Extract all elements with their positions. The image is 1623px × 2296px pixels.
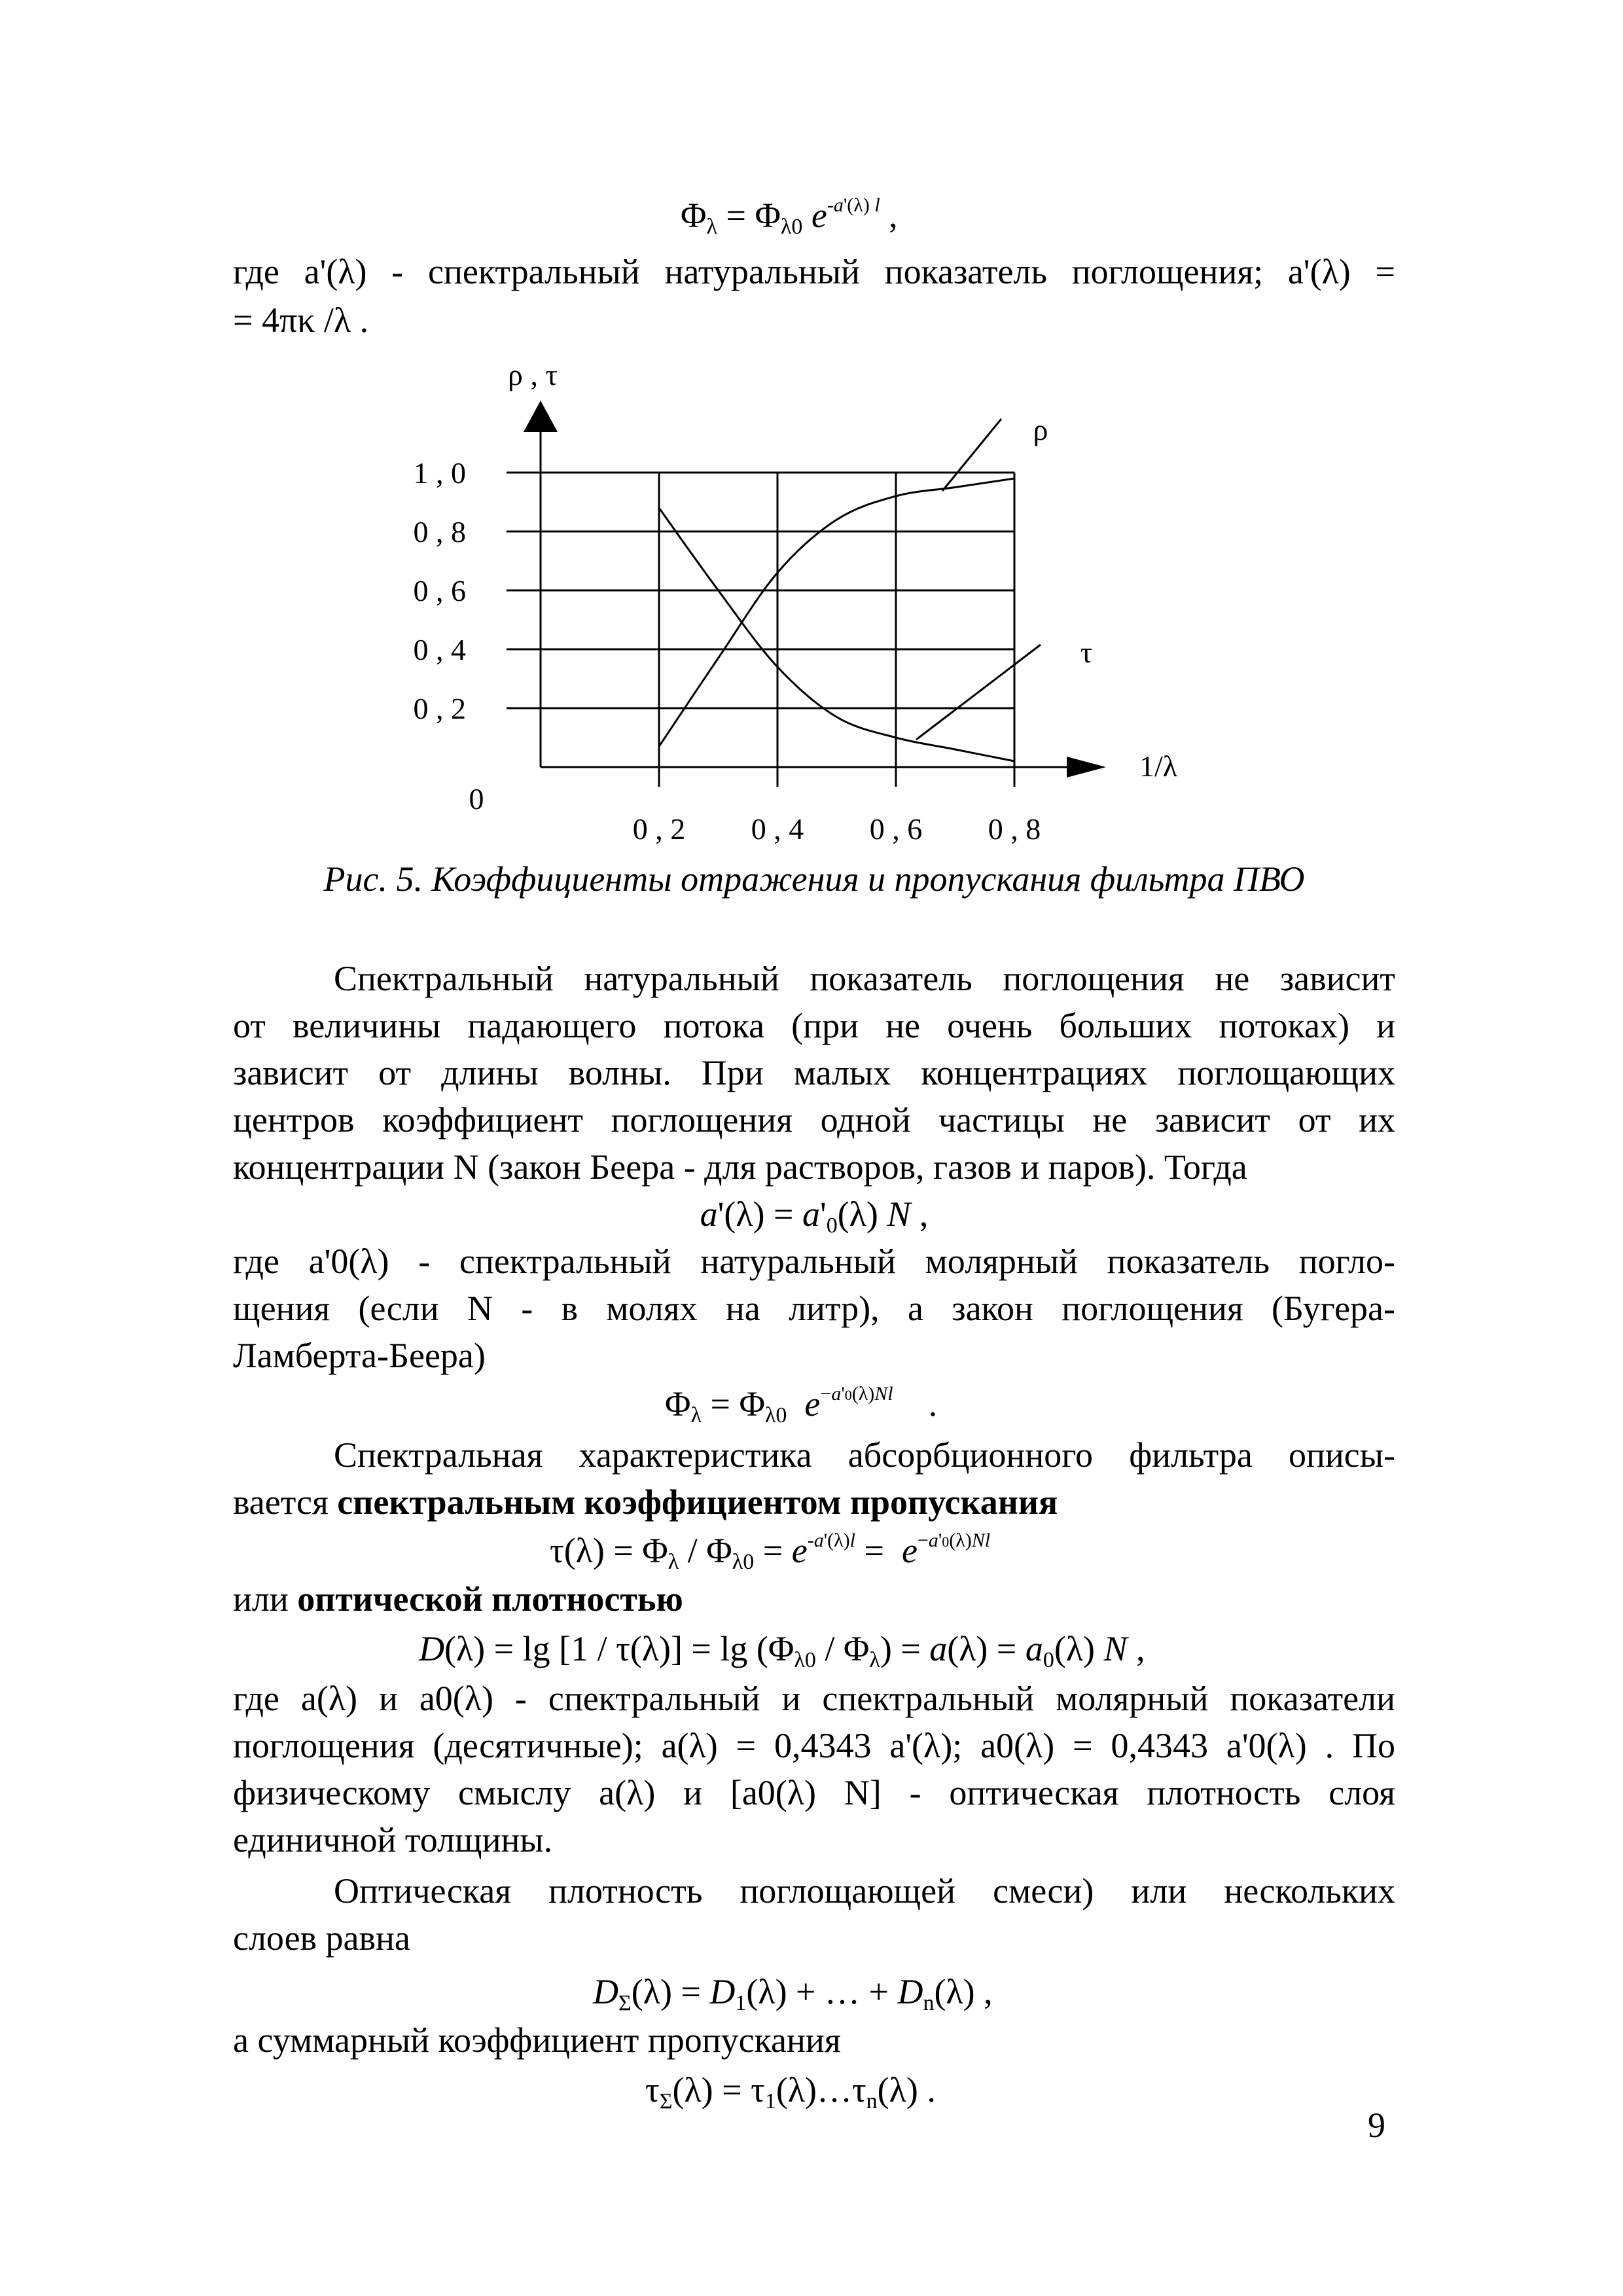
paragraph-line: концентрации N (закон Беера - для растворов, газов и паров). Тогда [233, 1147, 1247, 1187]
formula-density: $D(\lambda) = \lg [1 / \tau(\lambda)] = \lg (\Phi_{\lambda 0} / \Phi_\lambda) = a(\lambda) = a_0(\lambda)$ N , [419, 1629, 1145, 1672]
formula-beer: $a'(\lambda) = a'_0(\lambda)$ N , [700, 1194, 929, 1238]
y-tick-label: 0 , 8 [413, 515, 466, 548]
rho-label: ρ [1033, 413, 1048, 446]
bold-term: оптической плотностью [297, 1579, 683, 1619]
y-tick-label: 0 , 4 [413, 633, 466, 666]
text-line: где a'(λ) - спектральный натуральный показатель поглощения; a'(λ) = [233, 252, 1395, 291]
y-tick-label: 1 , 0 [413, 456, 466, 490]
paragraph-line: Ламберта-Беера) [233, 1336, 486, 1375]
paragraph-line: центров коэффициент поглощения одной частицы не зависит от их [233, 1100, 1395, 1139]
rho-leader-line [942, 419, 1001, 491]
paragraph-line: Спектральная характеристика абсорбционного фильтра описы- [334, 1435, 1395, 1475]
formula-flux: $\Phi_\lambda = \Phi_{\lambda 0}$ $e^{-a'(\lambda) l}$ , [681, 194, 898, 239]
paragraph-line: зависит от длины волны. При малых концентрациях поглощающих [233, 1053, 1395, 1092]
paragraph-line: единичной толщины. [233, 1820, 553, 1859]
bold-term: спектральным коэффициентом пропускания [337, 1482, 1058, 1522]
paragraph-line: слоев равна [233, 1918, 410, 1958]
text-span: вается [233, 1482, 338, 1522]
x-tick-label: 0 , 8 [988, 812, 1041, 846]
paragraph-line: щения (если N - в молях на литр), а закон поглощения (Бугера- [233, 1289, 1395, 1328]
paragraph-line: Оптическая плотность поглощающей смеси) или нескольких [334, 1871, 1395, 1910]
text-line: = 4πκ /λ . [233, 300, 369, 340]
y-tick-label: 0 , 6 [413, 574, 466, 607]
formula-sum-density: $D_\Sigma(\lambda) = D_1(\lambda)$ + … + $D_n(\lambda)$ , [593, 1972, 993, 2015]
x-tick-label: 0 , 6 [869, 812, 923, 846]
chart-grid [507, 473, 1014, 787]
paragraph-line: где a'0(λ) - спектральный натуральный молярный показатель погло- [233, 1242, 1395, 1281]
paragraph-line: где a(λ) и a0(λ) - спектральный и спектральный молярный показатели [233, 1679, 1395, 1718]
formula-sum-transmission: $\tau_\Sigma(\lambda)$ = $\tau_1(\lambda)\dots\tau_n(\lambda)$ . [645, 2070, 936, 2113]
figure-caption: Рис. 5. Коэффициенты отражения и пропускания фильтра ПВО [323, 859, 1305, 899]
x-tick-label: 0 , 2 [632, 812, 686, 846]
formula-bouguer: $\Phi_\lambda = \Phi_{\lambda 0}$ $e^{-a'0(\lambda)Nl}$ . [665, 1383, 938, 1427]
tau-label: τ [1080, 636, 1093, 669]
formula-transmission: $\tau(\lambda) = \Phi_\lambda / \Phi_{\lambda 0} = e^{-a'(\lambda)l} = e^{-a'0(\lambda)Nl}$ [550, 1530, 991, 1574]
paragraph-line: а суммарный коэффициент пропускания [233, 2020, 841, 2060]
x-tick-label: 0 , 4 [751, 812, 804, 846]
y-tick-label: 0 , 2 [413, 692, 466, 725]
page-number: 9 [1368, 2106, 1385, 2145]
x-axis-label: 1/λ [1139, 749, 1178, 783]
x-axis-arrow [1067, 757, 1106, 778]
text-span: или [233, 1579, 298, 1619]
tau-curve [659, 508, 1014, 761]
figure-chart [0, 340, 1623, 864]
tau-leader-line [916, 645, 1041, 740]
paragraph-line [233, 1480, 1058, 1524]
paragraph-line: поглощения (десятичные); a(λ) = 0,4343 a'(λ); a0(λ) = 0,4343 a'0(λ) . По [233, 1726, 1395, 1765]
y-axis-arrow [524, 401, 558, 432]
paragraph-line: Спектральный натуральный показатель поглощения не зависит [334, 959, 1395, 998]
paragraph-line [233, 1577, 683, 1621]
origin-label: 0 [469, 782, 484, 816]
paragraph-line: физическому смыслу a(λ) и [a0(λ) N] - оптическая плотность слоя [233, 1773, 1395, 1812]
chart-axes [524, 401, 1106, 778]
y-axis-label: ρ , τ [508, 358, 558, 391]
paragraph-line: от величины падающего потока (при не очень больших потоках) и [233, 1006, 1395, 1045]
